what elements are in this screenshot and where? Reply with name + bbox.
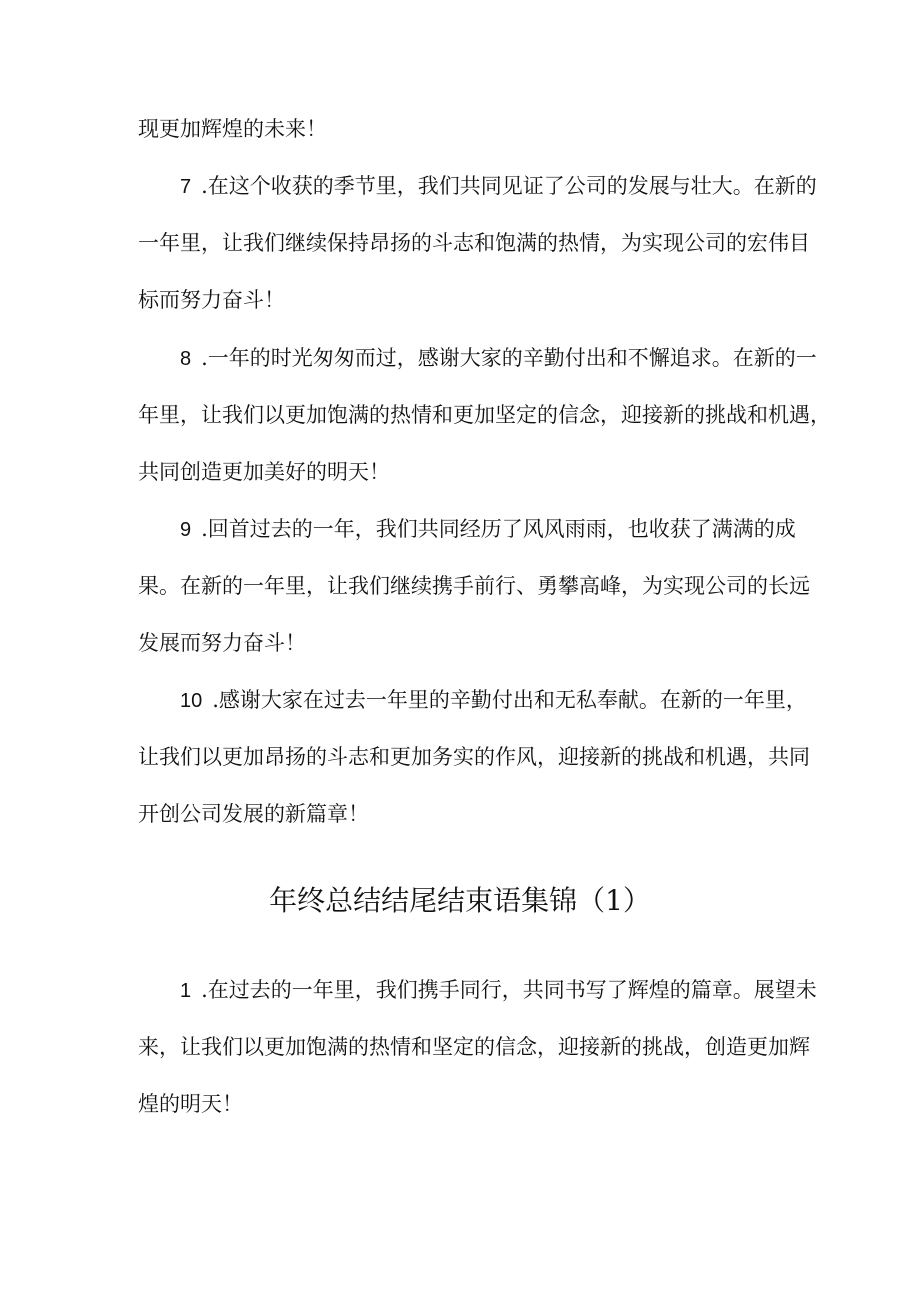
paragraph-text: 共同创造更加美好的明天！ — [138, 460, 390, 484]
list-item-8-line-1 — [180, 344, 817, 373]
list-item-1-line-1 — [180, 976, 817, 1005]
list-item-1-line-3 — [138, 1090, 243, 1118]
list-item-1-line-2 — [138, 1033, 810, 1061]
list-item-9-line-1 — [180, 515, 796, 544]
item-number: 9 — [180, 519, 192, 541]
paragraph-text: 现更加辉煌的未来！ — [138, 117, 327, 141]
list-item-8-line-2 — [138, 401, 831, 429]
paragraph-text: 发展而努力奋斗！ — [138, 631, 306, 655]
item-number: 1 — [180, 980, 192, 1002]
paragraph-text: 标而努力奋斗！ — [138, 288, 285, 312]
section-title: 年终总结结尾结束语集锦（1） — [269, 884, 651, 917]
item-number: 10 — [180, 690, 203, 712]
list-item-8-line-3 — [138, 458, 390, 486]
item-number: 8 — [180, 348, 192, 370]
paragraph-text: 开创公司发展的新篇章！ — [138, 802, 369, 826]
list-item-7-line-2 — [138, 229, 810, 257]
list-item-10-line-2 — [138, 743, 810, 771]
paragraph-text: .在这个收获的季节里，我们共同见证了公司的发展与壮大。在新的 — [201, 174, 817, 198]
paragraph-text: .一年的时光匆匆而过，感谢大家的辛勤付出和不懈追求。在新的一 — [201, 346, 817, 370]
paragraph-continuation — [138, 115, 327, 143]
paragraph-text: 让我们以更加昂扬的斗志和更加务实的作风，迎接新的挑战和机遇，共同 — [138, 745, 810, 769]
paragraph-text: 果。在新的一年里，让我们继续携手前行、勇攀高峰，为实现公司的长远 — [138, 574, 810, 598]
list-item-9-line-3 — [138, 629, 306, 657]
paragraph-text: .回首过去的一年，我们共同经历了风风雨雨，也收获了满满的成 — [201, 517, 796, 541]
list-item-7-line-3 — [138, 286, 285, 314]
paragraph-text: 一年里，让我们继续保持昂扬的斗志和饱满的热情，为实现公司的宏伟目 — [138, 231, 810, 255]
list-item-10-line-3 — [138, 800, 369, 828]
paragraph-text: 年里，让我们以更加饱满的热情和更加坚定的信念，迎接新的挑战和机遇， — [138, 403, 831, 427]
paragraph-text: .感谢大家在过去一年里的辛勤付出和无私奉献。在新的一年里， — [212, 688, 807, 712]
item-number: 7 — [180, 176, 192, 198]
list-item-10-line-1 — [180, 686, 807, 715]
list-item-7-line-1 — [180, 172, 817, 201]
paragraph-text: 煌的明天！ — [138, 1092, 243, 1116]
paragraph-text: .在过去的一年里，我们携手同行，共同书写了辉煌的篇章。展望未 — [201, 978, 817, 1002]
paragraph-text: 来，让我们以更加饱满的热情和坚定的信念，迎接新的挑战，创造更加辉 — [138, 1035, 810, 1059]
list-item-9-line-2 — [138, 572, 810, 600]
